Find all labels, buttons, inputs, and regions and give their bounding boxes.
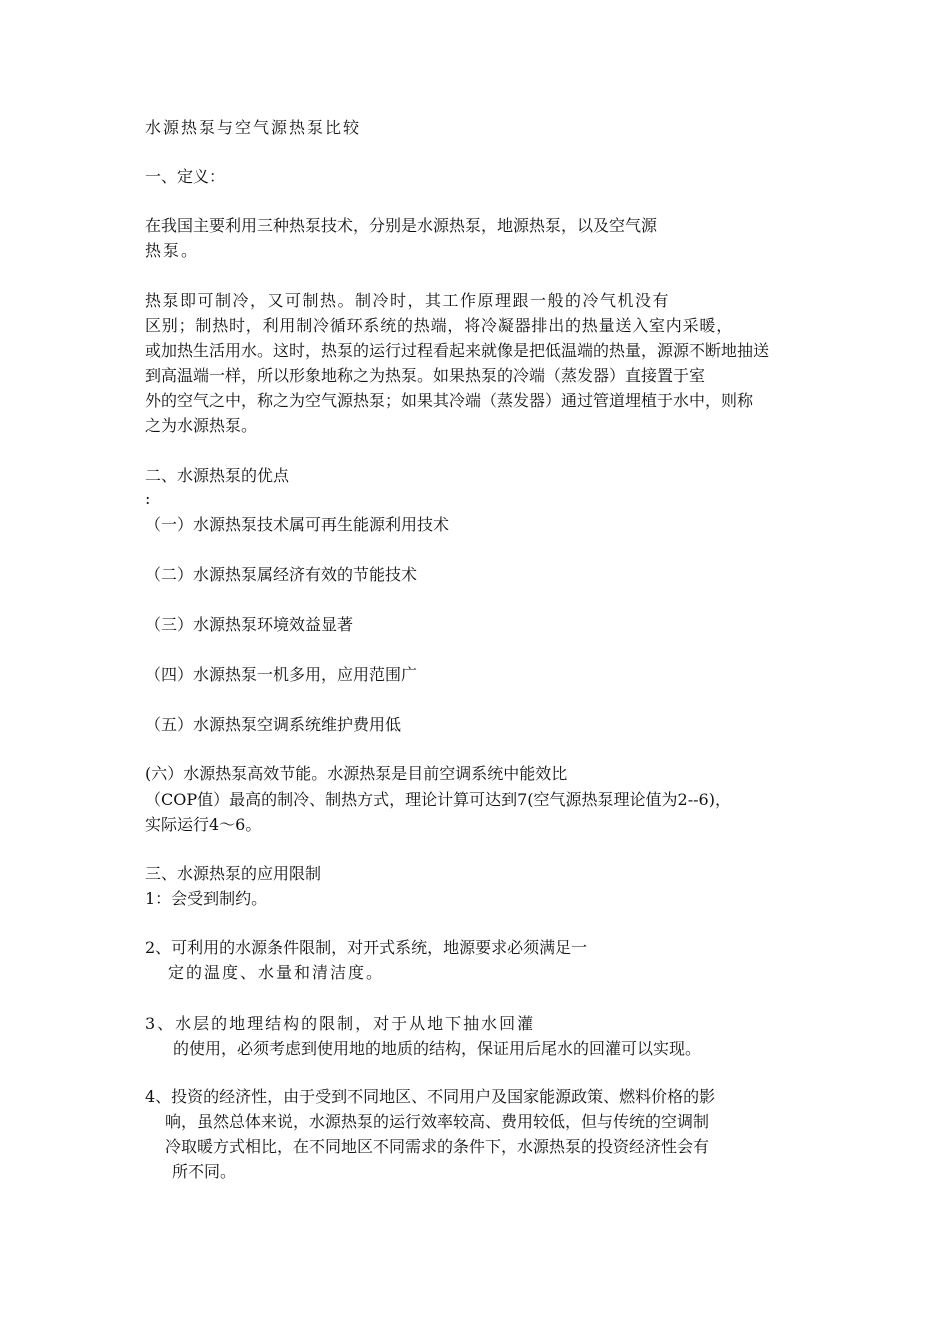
- list-item: （四）水源热泵一机多用，应用范围广: [145, 665, 418, 684]
- list-item: （二）水源热泵属经济有效的节能技术: [145, 565, 418, 584]
- list-item: 冷取暖方式相比，在不同地区不同需求的条件下，水源热泵的投资经济性会有: [165, 1137, 710, 1156]
- section1-heading: 一、定义：: [145, 167, 226, 186]
- list-item: (六）水源热泵高效节能。水源热泵是目前空调系统中能效比: [145, 764, 568, 783]
- list-item: 响，虽然总体来说，水源热泵的运行效率较高、费用较低，但与传统的空调制: [165, 1112, 710, 1131]
- list-item: 3、水层的地理结构的限制，对于从地下抽水回灌: [145, 1014, 536, 1033]
- list-item: 所不同。: [172, 1162, 237, 1181]
- list-item: 定的温度、水量和清洁度。: [168, 963, 385, 982]
- list-item: （三）水源热泵环境效益显著: [145, 615, 354, 634]
- list-item: 4、投资的经济性，由于受到不同地区、不同用户及国家能源政策、燃料价格的影: [145, 1087, 716, 1106]
- list-item: 2、可利用的水源条件限制，对开式系统，地源要求必须满足一: [145, 938, 588, 957]
- paragraph-line: 到高温端一样，所以形象地称之为热泵。如果热泵的冷端（蒸发器）直接置于室: [145, 366, 706, 385]
- list-item: 1：会受到制约。: [145, 889, 268, 908]
- document-title: 水源热泵与空气源热泵比较: [145, 118, 362, 137]
- paragraph-line: 外的空气之中，称之为空气源热泵；如果其冷端（蒸发器）通过管道埋植于水中，则称: [145, 391, 754, 410]
- paragraph-line: 热泵。: [145, 241, 200, 260]
- paragraph-line: 区别；制热时，利用制冷循环系统的热端，将冷凝器排出的热量送入室内采暖，: [145, 316, 734, 335]
- section2-colon: :: [145, 489, 151, 508]
- paragraph-line: 或加热生活用水。这时，热泵的运行过程看起来就像是把低温端的热量，源源不断地抽送: [145, 341, 770, 360]
- list-item: （五）水源热泵空调系统维护费用低: [145, 715, 402, 734]
- section3-heading: 三、水源热泵的应用限制: [145, 864, 322, 883]
- list-item: 实际运行4～6。: [145, 815, 262, 834]
- list-item: （一）水源热泵技术属可再生能源利用技术: [145, 515, 450, 534]
- list-item: （COP值）最高的制冷、制热方式，理论计算可达到7(空气源热泵理论值为2--6)，: [145, 790, 731, 809]
- paragraph-line: 在我国主要利用三种热泵技术，分别是水源热泵，地源热泵，以及空气源: [145, 216, 658, 235]
- section2-heading: 二、水源热泵的优点: [145, 466, 290, 485]
- paragraph-line: 之为水源热泵。: [145, 416, 258, 435]
- list-item: 的使用，必须考虑到使用地的地质的结构，保证用后尾水的回灌可以实现。: [173, 1039, 702, 1058]
- paragraph-line: 热泵即可制冷，又可制热。制冷时，其工作原理跟一般的冷气机没有: [145, 291, 671, 310]
